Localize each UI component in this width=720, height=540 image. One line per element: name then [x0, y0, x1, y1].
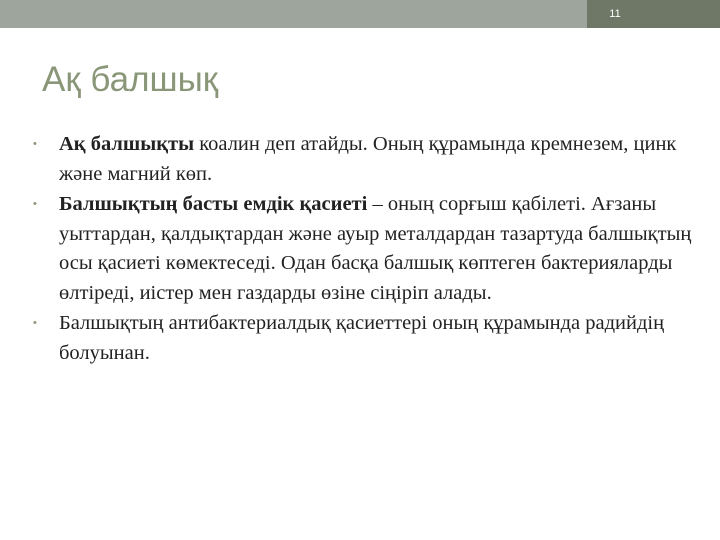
bullet-list: [33, 130, 693, 369]
bullet-bold-text: Балшықтың басты емдік қасиеті: [59, 193, 368, 215]
bullet-item: [33, 130, 693, 189]
bullet-text: Балшықтың антибактериалдық қасиеттері оның құрамында радийдің болуынан.: [59, 312, 665, 364]
bullet-item: [33, 190, 693, 308]
slide-number: 11: [609, 8, 621, 20]
bullet-dot-icon: •: [33, 317, 37, 329]
bullet-dot-icon: •: [33, 198, 37, 210]
bullet-bold-text: Ақ балшықты: [59, 133, 195, 155]
top-bar: [0, 0, 720, 28]
bullet-dot-icon: •: [33, 138, 37, 150]
top-bar-left-segment: [0, 0, 587, 28]
slide-title: Ақ балшық: [42, 60, 219, 99]
bullet-item: [33, 309, 693, 368]
bullet-text: – оның сорғыш қабілеті. Ағзаны уыттардан, қалдықтардан және ауыр металдардан тазартуда балшықтың осы қасиеті көмектеседі. Одан басқа балшық көптеген бактерияларды өлтіреді, иістер мен газдарды өзіне сіңіріп алады.: [59, 193, 692, 304]
bullet-text: коалин деп атайды. Оның құрамында кремнезем, цинк және магний көп.: [59, 133, 677, 185]
